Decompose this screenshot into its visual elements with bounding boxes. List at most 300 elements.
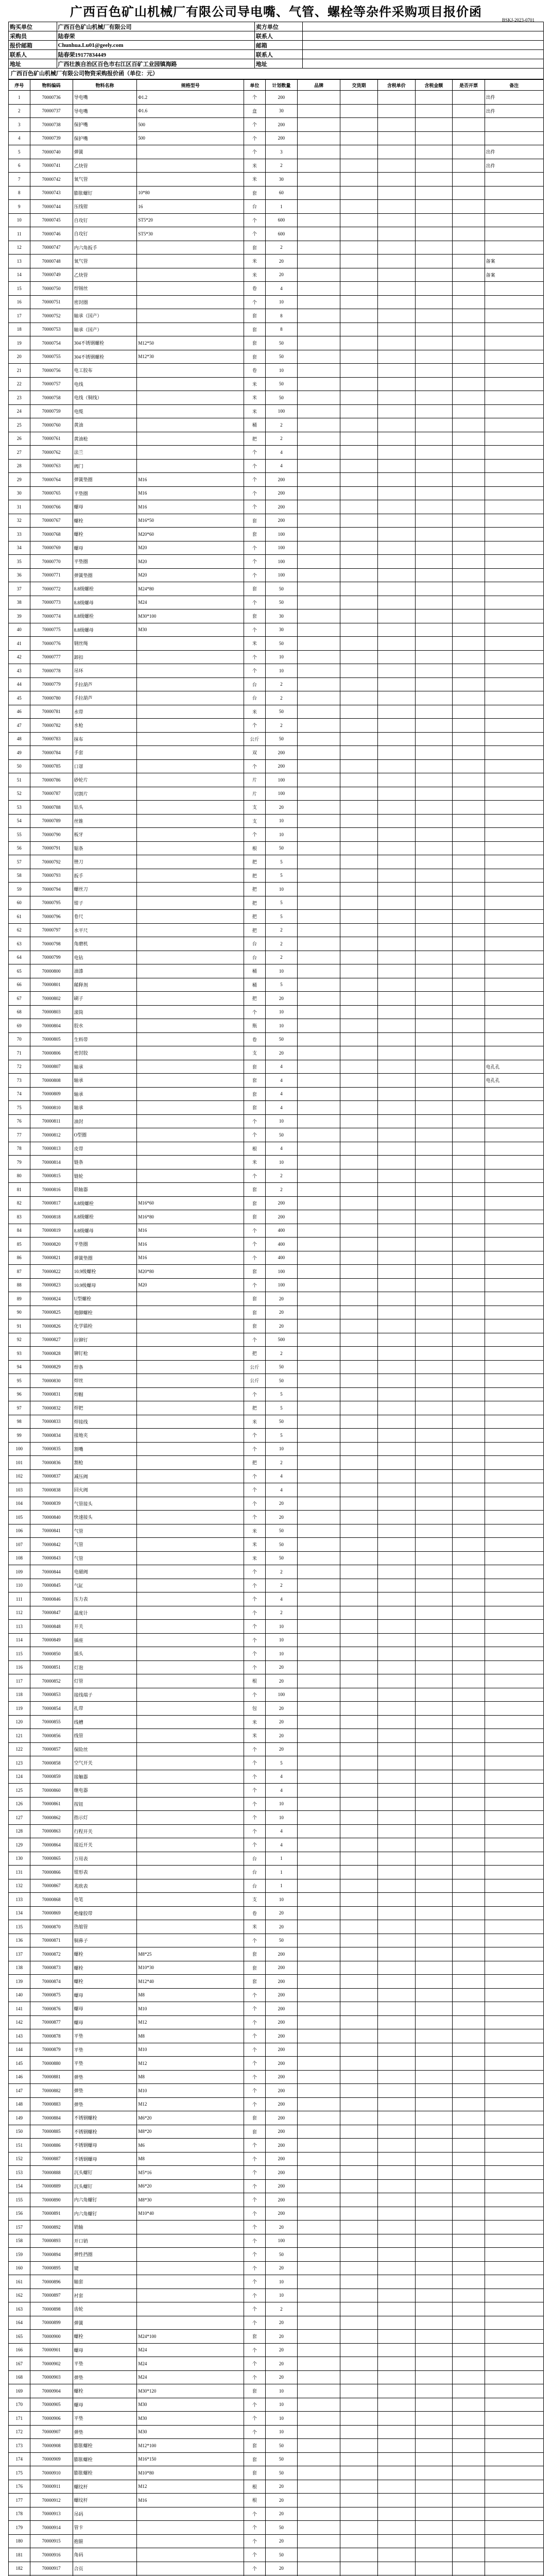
cell-col-brand[interactable] (298, 992, 340, 1006)
cell-col-unit-price[interactable] (377, 992, 415, 1006)
cell-col-unit-price[interactable] (377, 323, 415, 336)
cell-col-brand[interactable] (298, 104, 340, 118)
cell-col-amount[interactable] (415, 309, 453, 323)
cell-col-delivery[interactable] (340, 2548, 378, 2562)
cell-col-invoice[interactable] (453, 910, 485, 924)
cell-col-unit-price[interactable] (377, 568, 415, 582)
cell-col-brand[interactable] (298, 2452, 340, 2466)
cell-col-delivery[interactable] (340, 1169, 378, 1183)
cell-col-unit-price[interactable] (377, 350, 415, 364)
cell-col-unit-price[interactable] (377, 241, 415, 255)
cell-col-unit-price[interactable] (377, 1579, 415, 1592)
cell-col-amount[interactable] (415, 2221, 453, 2234)
cell-col-amount[interactable] (415, 1101, 453, 1115)
cell-col-invoice[interactable] (453, 1920, 485, 1934)
cell-col-amount[interactable] (415, 1961, 453, 1975)
cell-col-amount[interactable] (415, 2179, 453, 2193)
cell-col-amount[interactable] (415, 691, 453, 705)
cell-col-unit-price[interactable] (377, 1019, 415, 1033)
cell-col-brand[interactable] (298, 691, 340, 705)
cell-col-amount[interactable] (415, 1770, 453, 1784)
cell-col-invoice[interactable] (453, 377, 485, 391)
cell-col-delivery[interactable] (340, 268, 378, 282)
cell-col-unit-price[interactable] (377, 2234, 415, 2248)
cell-col-delivery[interactable] (340, 910, 378, 924)
cell-col-unit-price[interactable] (377, 1511, 415, 1524)
cell-col-brand[interactable] (298, 1497, 340, 1511)
cell-col-delivery[interactable] (340, 186, 378, 200)
cell-col-brand[interactable] (298, 514, 340, 528)
cell-col-brand[interactable] (298, 1947, 340, 1961)
cell-col-unit-price[interactable] (377, 227, 415, 241)
cell-col-brand[interactable] (298, 1756, 340, 1770)
cell-col-invoice[interactable] (453, 746, 485, 760)
cell-col-amount[interactable] (415, 1497, 453, 1511)
cell-col-invoice[interactable] (453, 1647, 485, 1661)
cell-col-brand[interactable] (298, 2261, 340, 2275)
cell-col-amount[interactable] (415, 432, 453, 446)
cell-col-delivery[interactable] (340, 1688, 378, 1702)
cell-col-invoice[interactable] (453, 1156, 485, 1170)
cell-col-brand[interactable] (298, 814, 340, 828)
cell-col-brand[interactable] (298, 1620, 340, 1634)
cell-col-delivery[interactable] (340, 1333, 378, 1347)
cell-col-unit-price[interactable] (377, 268, 415, 282)
cell-col-brand[interactable] (298, 1101, 340, 1115)
cell-col-delivery[interactable] (340, 432, 378, 446)
cell-col-unit-price[interactable] (377, 2152, 415, 2166)
cell-col-invoice[interactable] (453, 241, 485, 255)
cell-col-invoice[interactable] (453, 964, 485, 978)
cell-col-delivery[interactable] (340, 404, 378, 418)
cell-col-invoice[interactable] (453, 323, 485, 336)
cell-col-delivery[interactable] (340, 1729, 378, 1743)
cell-col-invoice[interactable] (453, 1866, 485, 1879)
cell-col-unit-price[interactable] (377, 719, 415, 733)
cell-col-invoice[interactable] (453, 828, 485, 842)
cell-col-amount[interactable] (415, 2343, 453, 2357)
cell-col-unit-price[interactable] (377, 1101, 415, 1115)
cell-col-amount[interactable] (415, 609, 453, 623)
cell-col-amount[interactable] (415, 446, 453, 460)
cell-col-unit-price[interactable] (377, 1497, 415, 1511)
cell-col-invoice[interactable] (453, 1756, 485, 1770)
cell-col-brand[interactable] (298, 664, 340, 678)
cell-col-unit-price[interactable] (377, 1524, 415, 1538)
cell-col-invoice[interactable] (453, 883, 485, 896)
cell-col-amount[interactable] (415, 1292, 453, 1306)
cell-col-invoice[interactable] (453, 2384, 485, 2398)
cell-col-unit-price[interactable] (377, 1347, 415, 1361)
cell-col-brand[interactable] (298, 910, 340, 924)
cell-col-unit-price[interactable] (377, 801, 415, 815)
cell-col-amount[interactable] (415, 1333, 453, 1347)
cell-col-invoice[interactable] (453, 2562, 485, 2575)
cell-col-invoice[interactable] (453, 2139, 485, 2153)
seller-contact-value[interactable] (303, 31, 544, 41)
cell-col-invoice[interactable] (453, 1729, 485, 1743)
cell-col-delivery[interactable] (340, 2221, 378, 2234)
cell-col-unit-price[interactable] (377, 255, 415, 268)
cell-col-delivery[interactable] (340, 1742, 378, 1756)
cell-col-unit-price[interactable] (377, 514, 415, 528)
cell-col-unit-price[interactable] (377, 964, 415, 978)
cell-col-brand[interactable] (298, 2370, 340, 2384)
cell-col-brand[interactable] (298, 1606, 340, 1620)
cell-col-brand[interactable] (298, 1906, 340, 1920)
cell-col-brand[interactable] (298, 418, 340, 432)
cell-col-amount[interactable] (415, 1756, 453, 1770)
cell-col-amount[interactable] (415, 2261, 453, 2275)
cell-col-invoice[interactable] (453, 937, 485, 951)
cell-col-delivery[interactable] (340, 2507, 378, 2521)
cell-col-unit-price[interactable] (377, 2534, 415, 2548)
cell-col-brand[interactable] (298, 1893, 340, 1907)
cell-col-unit-price[interactable] (377, 336, 415, 350)
cell-col-invoice[interactable] (453, 2261, 485, 2275)
cell-col-amount[interactable] (415, 787, 453, 801)
cell-col-delivery[interactable] (340, 896, 378, 910)
cell-col-delivery[interactable] (340, 719, 378, 733)
cell-col-delivery[interactable] (340, 1647, 378, 1661)
cell-col-amount[interactable] (415, 104, 453, 118)
cell-col-unit-price[interactable] (377, 705, 415, 719)
cell-col-invoice[interactable] (453, 2029, 485, 2043)
cell-col-brand[interactable] (298, 282, 340, 296)
cell-col-unit-price[interactable] (377, 1251, 415, 1265)
cell-col-unit-price[interactable] (377, 2166, 415, 2180)
cell-col-delivery[interactable] (340, 1087, 378, 1101)
cell-col-brand[interactable] (298, 1660, 340, 1674)
cell-col-brand[interactable] (298, 377, 340, 391)
cell-col-unit-price[interactable] (377, 173, 415, 187)
cell-col-unit-price[interactable] (377, 91, 415, 105)
cell-col-amount[interactable] (415, 1906, 453, 1920)
cell-col-unit-price[interactable] (377, 1975, 415, 1989)
cell-col-brand[interactable] (298, 2166, 340, 2180)
cell-col-unit-price[interactable] (377, 855, 415, 869)
cell-col-amount[interactable] (415, 1606, 453, 1620)
cell-col-unit-price[interactable] (377, 309, 415, 323)
cell-col-brand[interactable] (298, 828, 340, 842)
cell-col-unit-price[interactable] (377, 759, 415, 773)
cell-col-invoice[interactable] (453, 2466, 485, 2480)
cell-col-brand[interactable] (298, 1456, 340, 1470)
cell-col-delivery[interactable] (340, 418, 378, 432)
cell-col-amount[interactable] (415, 2111, 453, 2125)
cell-col-delivery[interactable] (340, 173, 378, 187)
cell-col-delivery[interactable] (340, 1387, 378, 1401)
cell-col-unit-price[interactable] (377, 2043, 415, 2057)
cell-col-delivery[interactable] (340, 1128, 378, 1142)
cell-col-unit-price[interactable] (377, 1142, 415, 1156)
cell-col-brand[interactable] (298, 2029, 340, 2043)
cell-col-unit-price[interactable] (377, 1660, 415, 1674)
cell-col-delivery[interactable] (340, 2070, 378, 2084)
cell-col-brand[interactable] (298, 1156, 340, 1170)
cell-col-brand[interactable] (298, 1729, 340, 1743)
cell-col-unit-price[interactable] (377, 2548, 415, 2562)
cell-col-amount[interactable] (415, 1633, 453, 1647)
cell-col-delivery[interactable] (340, 1456, 378, 1470)
cell-col-unit-price[interactable] (377, 609, 415, 623)
cell-col-brand[interactable] (298, 2480, 340, 2494)
cell-col-amount[interactable] (415, 896, 453, 910)
cell-col-delivery[interactable] (340, 2084, 378, 2098)
cell-col-delivery[interactable] (340, 801, 378, 815)
cell-col-amount[interactable] (415, 2480, 453, 2494)
cell-col-unit-price[interactable] (377, 2412, 415, 2426)
cell-col-brand[interactable] (298, 2097, 340, 2111)
cell-col-invoice[interactable] (453, 91, 485, 105)
cell-col-invoice[interactable] (453, 213, 485, 227)
cell-col-brand[interactable] (298, 2302, 340, 2316)
cell-col-brand[interactable] (298, 1784, 340, 1798)
cell-col-amount[interactable] (415, 2289, 453, 2302)
cell-col-brand[interactable] (298, 2207, 340, 2221)
cell-col-invoice[interactable] (453, 2302, 485, 2316)
cell-col-unit-price[interactable] (377, 1770, 415, 1784)
cell-col-delivery[interactable] (340, 814, 378, 828)
cell-col-invoice[interactable] (453, 2412, 485, 2426)
cell-col-invoice[interactable] (453, 2166, 485, 2180)
cell-col-amount[interactable] (415, 1674, 453, 1688)
cell-col-invoice[interactable] (453, 1579, 485, 1592)
cell-col-amount[interactable] (415, 1238, 453, 1251)
cell-col-invoice[interactable] (453, 2316, 485, 2330)
cell-col-delivery[interactable] (340, 1046, 378, 1060)
cell-col-invoice[interactable] (453, 582, 485, 596)
cell-col-delivery[interactable] (340, 664, 378, 678)
cell-col-invoice[interactable] (453, 1278, 485, 1292)
cell-col-delivery[interactable] (340, 2562, 378, 2575)
cell-col-amount[interactable] (415, 268, 453, 282)
cell-col-invoice[interactable] (453, 1224, 485, 1238)
cell-col-invoice[interactable] (453, 1360, 485, 1374)
cell-col-unit-price[interactable] (377, 1074, 415, 1088)
cell-col-brand[interactable] (298, 1387, 340, 1401)
cell-col-delivery[interactable] (340, 883, 378, 896)
cell-col-brand[interactable] (298, 2111, 340, 2125)
cell-col-unit-price[interactable] (377, 1387, 415, 1401)
cell-col-invoice[interactable] (453, 1852, 485, 1866)
cell-col-invoice[interactable] (453, 1824, 485, 1838)
cell-col-delivery[interactable] (340, 1114, 378, 1128)
cell-col-delivery[interactable] (340, 937, 378, 951)
cell-col-unit-price[interactable] (377, 2070, 415, 2084)
cell-col-delivery[interactable] (340, 746, 378, 760)
cell-col-brand[interactable] (298, 1210, 340, 1224)
cell-col-delivery[interactable] (340, 1032, 378, 1046)
cell-col-delivery[interactable] (340, 855, 378, 869)
cell-col-amount[interactable] (415, 1511, 453, 1524)
cell-col-unit-price[interactable] (377, 1196, 415, 1210)
cell-col-invoice[interactable] (453, 186, 485, 200)
cell-col-delivery[interactable] (340, 650, 378, 664)
cell-col-brand[interactable] (298, 323, 340, 336)
cell-col-delivery[interactable] (340, 1483, 378, 1497)
cell-col-unit-price[interactable] (377, 2330, 415, 2344)
cell-col-delivery[interactable] (340, 295, 378, 309)
cell-col-unit-price[interactable] (377, 1183, 415, 1197)
cell-col-invoice[interactable] (453, 2043, 485, 2057)
cell-col-delivery[interactable] (340, 2425, 378, 2439)
cell-col-brand[interactable] (298, 637, 340, 651)
cell-col-amount[interactable] (415, 1169, 453, 1183)
cell-col-invoice[interactable] (453, 2480, 485, 2494)
cell-col-invoice[interactable] (453, 1074, 485, 1088)
cell-col-invoice[interactable] (453, 528, 485, 541)
cell-col-amount[interactable] (415, 582, 453, 596)
cell-col-delivery[interactable] (340, 1797, 378, 1811)
cell-col-brand[interactable] (298, 1224, 340, 1238)
cell-col-invoice[interactable] (453, 1715, 485, 1729)
cell-col-unit-price[interactable] (377, 1565, 415, 1579)
cell-col-amount[interactable] (415, 2370, 453, 2384)
cell-col-invoice[interactable] (453, 1988, 485, 2002)
cell-col-brand[interactable] (298, 2507, 340, 2521)
cell-col-delivery[interactable] (340, 677, 378, 691)
cell-col-brand[interactable] (298, 650, 340, 664)
cell-col-delivery[interactable] (340, 2302, 378, 2316)
cell-col-unit-price[interactable] (377, 2097, 415, 2111)
cell-col-amount[interactable] (415, 1975, 453, 1989)
cell-col-unit-price[interactable] (377, 1811, 415, 1825)
cell-col-unit-price[interactable] (377, 295, 415, 309)
cell-col-delivery[interactable] (340, 2015, 378, 2029)
cell-col-unit-price[interactable] (377, 2084, 415, 2098)
cell-col-delivery[interactable] (340, 555, 378, 569)
cell-col-unit-price[interactable] (377, 528, 415, 541)
cell-col-delivery[interactable] (340, 1579, 378, 1592)
cell-col-brand[interactable] (298, 459, 340, 473)
cell-col-amount[interactable] (415, 937, 453, 951)
cell-col-invoice[interactable] (453, 1702, 485, 1716)
cell-col-delivery[interactable] (340, 336, 378, 350)
cell-col-delivery[interactable] (340, 2125, 378, 2139)
cell-col-invoice[interactable] (453, 404, 485, 418)
cell-col-delivery[interactable] (340, 1360, 378, 1374)
cell-col-delivery[interactable] (340, 773, 378, 787)
cell-col-unit-price[interactable] (377, 2370, 415, 2384)
cell-col-delivery[interactable] (340, 1920, 378, 1934)
cell-col-delivery[interactable] (340, 1429, 378, 1443)
cell-col-brand[interactable] (298, 1429, 340, 1443)
cell-col-amount[interactable] (415, 1551, 453, 1565)
cell-col-brand[interactable] (298, 2275, 340, 2289)
cell-col-amount[interactable] (415, 2412, 453, 2426)
cell-col-brand[interactable] (298, 528, 340, 541)
cell-col-unit-price[interactable] (377, 2207, 415, 2221)
cell-col-brand[interactable] (298, 1592, 340, 1606)
cell-col-delivery[interactable] (340, 459, 378, 473)
cell-col-delivery[interactable] (340, 323, 378, 336)
cell-col-delivery[interactable] (340, 1183, 378, 1197)
cell-col-invoice[interactable] (453, 2193, 485, 2207)
cell-col-invoice[interactable] (453, 923, 485, 937)
cell-col-invoice[interactable] (453, 2548, 485, 2562)
cell-col-delivery[interactable] (340, 1824, 378, 1838)
cell-col-unit-price[interactable] (377, 2125, 415, 2139)
cell-col-invoice[interactable] (453, 1934, 485, 1947)
cell-col-unit-price[interactable] (377, 1292, 415, 1306)
cell-col-brand[interactable] (298, 596, 340, 609)
cell-col-amount[interactable] (415, 282, 453, 296)
cell-col-brand[interactable] (298, 1046, 340, 1060)
cell-col-amount[interactable] (415, 1114, 453, 1128)
cell-col-invoice[interactable] (453, 350, 485, 364)
cell-col-amount[interactable] (415, 732, 453, 746)
cell-col-delivery[interactable] (340, 1511, 378, 1524)
cell-col-delivery[interactable] (340, 1469, 378, 1483)
cell-col-unit-price[interactable] (377, 1483, 415, 1497)
cell-col-delivery[interactable] (340, 2029, 378, 2043)
cell-col-delivery[interactable] (340, 2097, 378, 2111)
cell-col-delivery[interactable] (340, 1415, 378, 1429)
cell-col-invoice[interactable] (453, 1511, 485, 1524)
cell-col-invoice[interactable] (453, 2425, 485, 2439)
cell-col-delivery[interactable] (340, 1947, 378, 1961)
cell-col-amount[interactable] (415, 159, 453, 173)
cell-col-unit-price[interactable] (377, 732, 415, 746)
cell-col-invoice[interactable] (453, 2494, 485, 2507)
cell-col-invoice[interactable] (453, 1005, 485, 1019)
cell-col-invoice[interactable] (453, 1975, 485, 1989)
cell-col-unit-price[interactable] (377, 213, 415, 227)
cell-col-delivery[interactable] (340, 213, 378, 227)
cell-col-invoice[interactable] (453, 1551, 485, 1565)
cell-col-unit-price[interactable] (377, 2384, 415, 2398)
cell-col-delivery[interactable] (340, 1210, 378, 1224)
cell-col-brand[interactable] (298, 841, 340, 855)
cell-col-brand[interactable] (298, 609, 340, 623)
cell-col-amount[interactable] (415, 1156, 453, 1170)
cell-col-unit-price[interactable] (377, 1210, 415, 1224)
cell-col-amount[interactable] (415, 1852, 453, 1866)
cell-col-unit-price[interactable] (377, 1688, 415, 1702)
cell-col-delivery[interactable] (340, 1879, 378, 1893)
cell-col-unit-price[interactable] (377, 2261, 415, 2275)
cell-col-delivery[interactable] (340, 1702, 378, 1716)
cell-col-amount[interactable] (415, 1360, 453, 1374)
cell-col-brand[interactable] (298, 1579, 340, 1592)
cell-col-delivery[interactable] (340, 759, 378, 773)
cell-col-brand[interactable] (298, 773, 340, 787)
cell-col-brand[interactable] (298, 391, 340, 405)
cell-col-delivery[interactable] (340, 500, 378, 514)
cell-col-unit-price[interactable] (377, 500, 415, 514)
cell-col-brand[interactable] (298, 2494, 340, 2507)
cell-col-brand[interactable] (298, 541, 340, 555)
cell-col-delivery[interactable] (340, 1442, 378, 1456)
cell-col-brand[interactable] (298, 173, 340, 187)
cell-col-amount[interactable] (415, 241, 453, 255)
cell-col-amount[interactable] (415, 1947, 453, 1961)
cell-col-amount[interactable] (415, 1278, 453, 1292)
cell-col-brand[interactable] (298, 719, 340, 733)
cell-col-brand[interactable] (298, 883, 340, 896)
cell-col-unit-price[interactable] (377, 2357, 415, 2371)
cell-col-amount[interactable] (415, 2357, 453, 2371)
cell-col-amount[interactable] (415, 1251, 453, 1265)
cell-col-invoice[interactable] (453, 432, 485, 446)
cell-col-invoice[interactable] (453, 719, 485, 733)
cell-col-brand[interactable] (298, 241, 340, 255)
cell-col-unit-price[interactable] (377, 1238, 415, 1251)
cell-col-invoice[interactable] (453, 2521, 485, 2535)
cell-col-unit-price[interactable] (377, 2002, 415, 2016)
cell-col-brand[interactable] (298, 1347, 340, 1361)
